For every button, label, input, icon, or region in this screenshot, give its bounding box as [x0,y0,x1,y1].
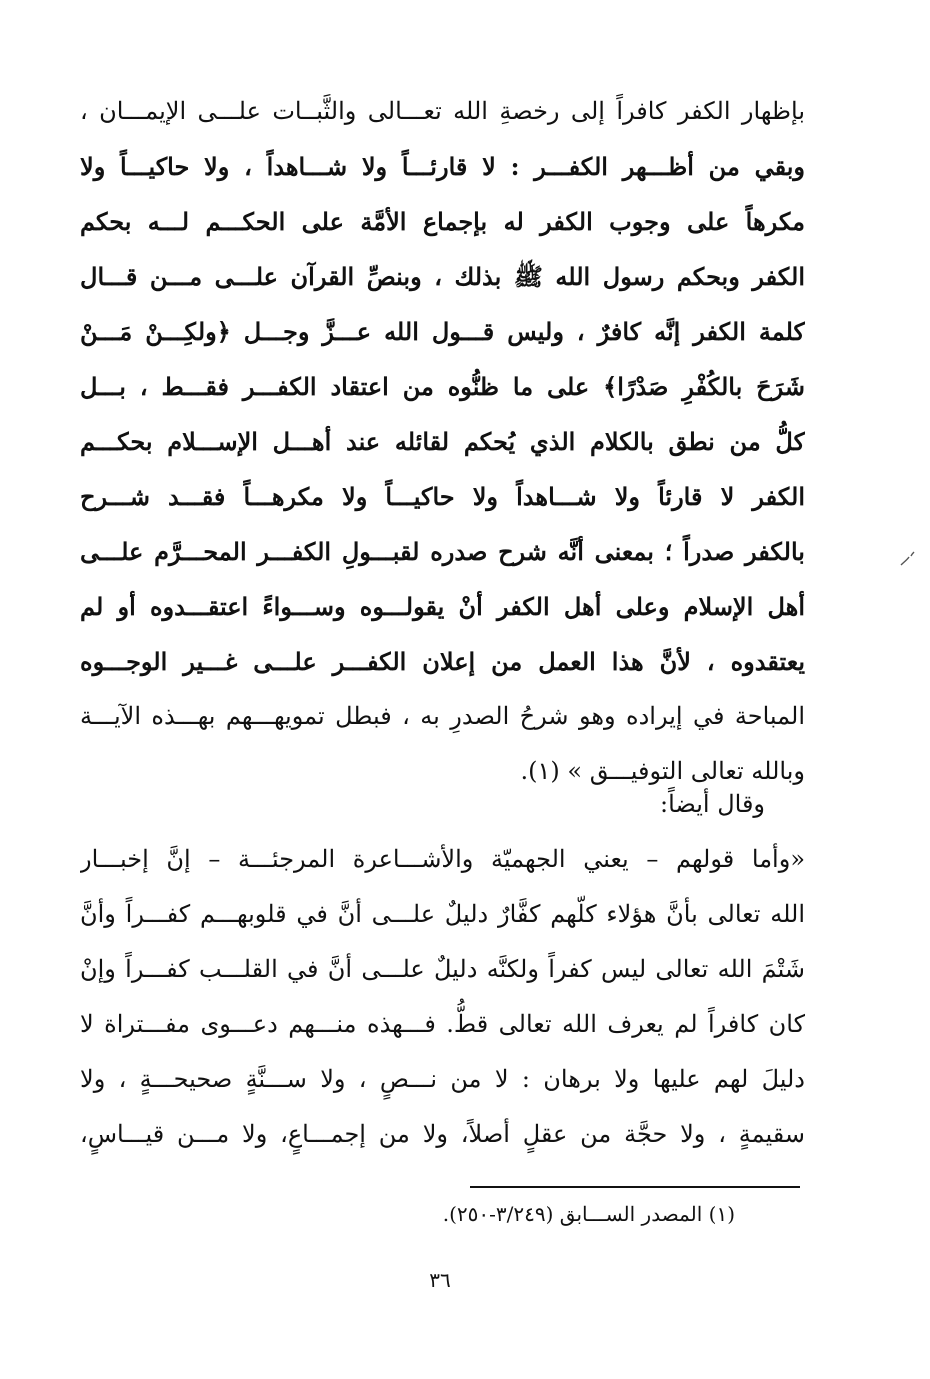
text-line: «وأما قولهم – يعني الجهميّة والأشـــاعرة المرجئـــة – إنَّ إخبـــار [80,845,805,873]
text-line: وبالله تعالى التوفيـــق » (١). [520,757,805,785]
text-line: شَتْمَ الله تعالى ليس كفراً ولكنَّه دليلٌ علـــى أنَّ في القلـــب كفـــراً وإنْ [80,955,805,983]
section-heading: وقال أيضاً: [660,790,765,818]
footnote-divider [470,1186,800,1188]
text-line: الكفر وبحكم رسول الله ﷺ بذلك ، وبنصِّ القرآن علـــى مـــن قـــال [80,262,805,291]
margin-pen-mark [898,548,918,568]
text-line: الكفر لا قارئاً ولا شـــاهداً ولا حاكيـــاً ولا مكرهـــاً فقـــد شـــرح [80,482,805,511]
text-line: الله تعالى بأنَّ هؤلاء كلّهم كفَّارٌ دليلٌ علـــى أنَّ في قلوبهـــم كفـــراً وأنَّ [80,900,805,928]
text-line: المباحة في إيراده وهو شرحُ الصدرِ به ، فبطل تمويهـــهم بهـــذه الآيـــة [80,702,805,730]
text-line: دليلَ لهم عليها ولا برهان : لا من نـــصٍ ، ولا ســـنَّةٍ صحيحـــةٍ ، ولا [80,1065,805,1093]
page-number: ٣٦ [429,1268,451,1292]
text-line: أهل الإسلام وعلى أهل الكفر أنْ يقولـــوه وســـواءً اعتقـــدوه أو لم [80,592,805,621]
text-line: كان كافراً لم يعرف الله تعالى قطُّ. فـــهذه منـــهم دعـــوى مفـــتراة لا [80,1010,805,1038]
text-line: يعتقدوه ، لأنَّ هذا العمل من إعلان الكفـــر علـــى غـــير الوجـــوه [80,647,805,676]
quoted-paragraph [80,832,805,1162]
text-line: كلُّ من نطق بالكلام الذي يُحكم لقائله عند أهـــل الإســـلام بحكـــم [80,427,805,456]
text-line: كلمة الكفر إنَّه كافرٌ ، وليس قـــول الله عـــزَّ وجـــل ﴿ولكِـــنْ مَـــنْ [80,317,805,346]
footnote: (١) المصدر الســـابق (٣/٢٤٩-٢٥٠). [442,1202,735,1226]
main-paragraph [80,84,805,799]
text-line: مكرهاً على وجوب الكفر له بإجماع الأمَّة على الحكـــم لـــه بحكم [80,207,805,236]
text-line: بإظهار الكفر كافراً إلى رخصةِ الله تعـــالى والثَّبــات علـــى الإيمـــان ، [80,97,805,125]
text-line: سقيمةٍ ، ولا حجَّة من عقلٍ أصلاً، ولا من إجمـــاعٍ، ولا مـــن قيـــاسٍ، [80,1120,805,1148]
text-line: شَرَحَ بالكُفْرِ صَدْرًا﴾ على ما ظنُّوه من اعتقاد الكفـــر فقـــط ، بـــل [80,372,805,401]
text-line: وبقي من أظـــهر الكفـــر : لا قارئـــاً ولا شـــاهداً ، ولا حاكيـــاً ولا [80,152,805,181]
text-line: بالكفر صدراً ؛ بمعنى أنَّه شرح صدره لقبـــولِ الكفـــر المحـــرَّم علـــى [80,537,805,566]
